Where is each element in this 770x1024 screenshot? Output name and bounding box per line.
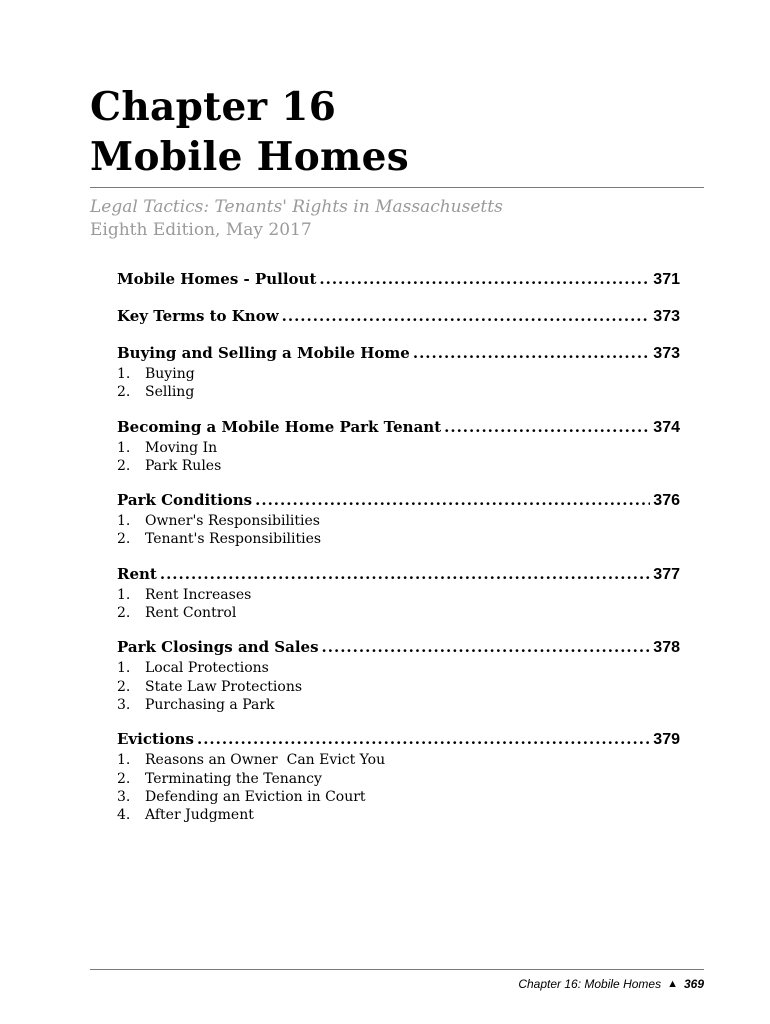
book-edition: Eighth Edition, May 2017	[90, 220, 312, 240]
toc-subsection-title: Terminating the Tenancy	[145, 770, 322, 787]
toc-subsection-number: 3.	[117, 696, 131, 713]
toc-subsection-list	[117, 512, 680, 549]
toc-section	[117, 416, 680, 476]
toc-entry-page: 376	[653, 492, 680, 510]
toc-subsection	[117, 383, 680, 401]
toc-entry-page: 378	[653, 639, 680, 657]
toc-entry-page: 371	[653, 271, 680, 288]
footer-chapter-label: Chapter 16: Mobile Homes	[518, 977, 662, 991]
footer-page-number: 369	[683, 977, 704, 991]
book-title: Legal Tactics: Tenants' Rights in Massachusetts	[90, 197, 503, 217]
toc-entry[interactable]	[117, 489, 680, 512]
toc-entry-title: Key Terms to Know	[117, 307, 279, 325]
chapter-name: Mobile Homes	[90, 134, 409, 180]
toc-subsection-number: 4.	[117, 807, 131, 824]
chapter-title	[90, 82, 409, 182]
toc-subsection-number: 2.	[117, 457, 131, 474]
toc-subsection-list	[117, 439, 680, 476]
toc-section	[117, 268, 680, 291]
toc-subsection-number: 1.	[117, 752, 131, 769]
book-info	[90, 196, 503, 242]
toc-subsection-title: After Judgment	[145, 807, 254, 824]
toc-section	[117, 305, 680, 328]
toc-subsection-number: 1.	[117, 366, 131, 382]
dot-leader	[282, 305, 651, 327]
toc-subsection	[117, 457, 680, 475]
toc-subsection-title: Purchasing a Park	[145, 696, 275, 713]
toc-subsection-list	[117, 751, 680, 824]
toc-entry[interactable]	[117, 268, 680, 291]
toc-subsection-number: 2.	[117, 605, 131, 622]
toc-subsection	[117, 751, 680, 769]
toc-section	[117, 489, 680, 549]
toc-entry-page: 379	[653, 731, 680, 749]
toc-entry-title: Evictions	[117, 730, 194, 749]
toc-subsection-title: Owner's Responsibilities	[145, 513, 320, 530]
dot-leader	[444, 416, 650, 438]
toc-entry-title: Mobile Homes - Pullout	[117, 270, 317, 288]
dot-leader	[319, 268, 650, 290]
toc-subsection-number: 2.	[117, 384, 131, 401]
toc-subsection-number: 1.	[117, 660, 131, 677]
toc-entry[interactable]	[117, 728, 680, 751]
toc-subsection	[117, 696, 680, 714]
toc-subsection	[117, 604, 680, 622]
toc-subsection-number: 1.	[117, 586, 131, 603]
toc-subsection-title: Rent Control	[145, 605, 237, 622]
toc-subsection	[117, 586, 680, 604]
toc-subsection-number: 3.	[117, 788, 131, 805]
toc-subsection-number: 1.	[117, 439, 131, 456]
toc-subsection	[117, 788, 680, 806]
toc-subsection-title: Reasons an Owner Can Evict You	[145, 752, 386, 769]
toc-subsection-title: Selling	[145, 384, 195, 401]
page-footer	[518, 977, 704, 991]
toc-section	[117, 636, 680, 714]
toc-entry-page: 377	[653, 565, 680, 583]
table-of-contents	[117, 268, 680, 838]
dot-leader	[413, 342, 650, 364]
toc-subsection-title: Buying	[145, 366, 195, 382]
toc-entry-page: 373	[653, 345, 680, 362]
toc-subsection-title: Tenant's Responsibilities	[145, 531, 322, 548]
toc-subsection	[117, 678, 680, 696]
toc-subsection	[117, 365, 680, 383]
toc-subsection	[117, 439, 680, 457]
toc-subsection	[117, 806, 680, 824]
toc-subsection	[117, 659, 680, 677]
toc-entry-page: 373	[653, 308, 680, 325]
toc-subsection-number: 2.	[117, 531, 131, 548]
dot-leader	[160, 563, 650, 585]
toc-subsection	[117, 512, 680, 530]
toc-entry[interactable]	[117, 305, 680, 328]
toc-entry[interactable]	[117, 636, 680, 659]
toc-subsection-title: State Law Protections	[145, 678, 303, 695]
toc-entry-title: Rent	[117, 564, 157, 583]
chapter-number: Chapter 16	[90, 84, 337, 130]
toc-subsection-title: Park Rules	[145, 457, 222, 474]
toc-subsection-number: 2.	[117, 770, 131, 787]
toc-subsection-number: 2.	[117, 678, 131, 695]
toc-entry[interactable]	[117, 342, 680, 365]
footer-divider	[90, 969, 704, 970]
toc-entry-title: Becoming a Mobile Home Park Tenant	[117, 417, 442, 436]
title-divider	[90, 187, 704, 188]
toc-entry-title: Buying and Selling a Mobile Home	[117, 344, 410, 362]
toc-section	[117, 563, 680, 623]
toc-subsection-title: Local Protections	[145, 660, 269, 677]
toc-subsection-number: 1.	[117, 513, 131, 530]
toc-subsection-list	[117, 659, 680, 714]
toc-section	[117, 342, 680, 402]
toc-subsection-list	[117, 586, 680, 623]
toc-subsection	[117, 770, 680, 788]
toc-entry[interactable]	[117, 563, 680, 586]
toc-subsection-title: Defending an Eviction in Court	[145, 788, 366, 805]
dot-leader	[322, 636, 651, 658]
dot-leader	[255, 489, 650, 511]
dot-leader	[197, 728, 650, 750]
toc-section	[117, 728, 680, 824]
toc-subsection-title: Rent Increases	[145, 586, 252, 603]
toc-entry[interactable]	[117, 416, 680, 439]
triangle-icon: ▲	[667, 978, 678, 990]
toc-entry-title: Park Closings and Sales	[117, 638, 319, 657]
toc-subsection	[117, 530, 680, 548]
toc-subsection-title: Moving In	[145, 439, 218, 456]
toc-subsection-list	[117, 365, 680, 402]
toc-entry-title: Park Conditions	[117, 491, 253, 510]
toc-entry-page: 374	[653, 418, 680, 436]
